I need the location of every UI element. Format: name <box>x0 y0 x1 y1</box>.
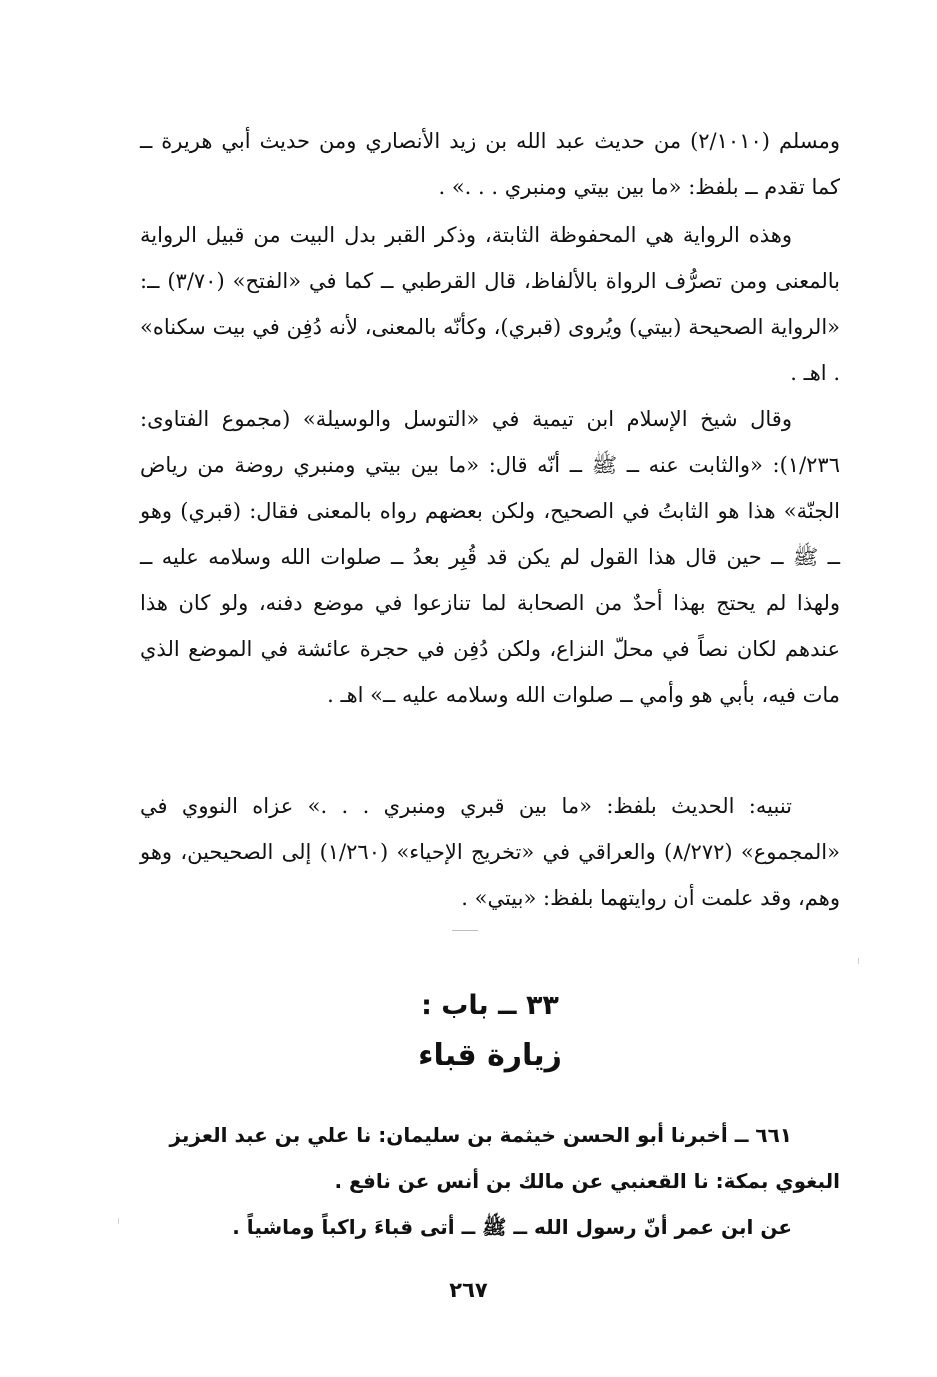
section-divider <box>452 930 478 931</box>
hadith-isnad-text: ٦٦١ ــ أخبرنا أبو الحسن خيثمة بن سليمان: نا علي بن عبد العزيز البغوي بمكة: نا القعنبي عن مالك بن أنس عن نافع . <box>169 1123 840 1193</box>
chapter-number: ٣٣ ــ باب : <box>421 990 559 1021</box>
paragraph-tanbeeh: تنبيه: الحديث بلفظ: «ما بين قبري ومنبري . . .» عزاه النووي في «المجموع» (٨/٢٧٢) والعراقي في «تخريج الإحياء» (١/٢٦٠) إلى الصحيحين، وهو وهم، وقد علمت أن روايتهما بلفظ: «بيتي» . <box>140 794 840 910</box>
margin-speck <box>858 958 859 964</box>
page-number: ٢٦٧ <box>449 1278 488 1302</box>
paragraph-muslim-reference: ومسلم (٢/١٠١٠) من حديث عبد الله بن زيد الأنصاري ومن حديث أبي هريرة ــ كما تقدم ــ بلفظ: «ما بين بيتي ومنبري . . .» . <box>140 129 841 199</box>
hadith-matn <box>140 1204 840 1250</box>
margin-speck <box>118 1218 119 1224</box>
commentary-block <box>140 212 840 718</box>
hadith-matn-text: عن ابن عمر أنّ رسول الله ــ ﷺ ــ أتى قباءَ راكباً وماشياً . <box>232 1215 792 1239</box>
hadith-isnad <box>140 1112 840 1204</box>
footnote-continuation <box>140 118 840 210</box>
paragraph-riwaya: وهذه الرواية هي المحفوظة الثابتة، وذكر القبر بدل البيت من قبيل الرواية بالمعنى ومن تصرُّف الرواة بالألفاظ، قال القرطبي ــ كما في «الفتح» (٣/٧٠) ــ: «الرواية الصحيحة (بيتي) ويُروى (قبري)، وكأنّه بالمعنى، لأنه دُفِن في بيت سكناه» . اهـ . <box>140 223 840 385</box>
paragraph-ibn-taymiyya: وقال شيخ الإسلام ابن تيمية في «التوسل والوسيلة» (مجموع الفتاوى: ١/٢٣٦): «والثابت عنه ــ ﷺ ــ أنّه قال: «ما بين بيتي ومنبري روضة من رياض الجنّة» هذا هو الثابتُ في الصحيح، ولكن بعضهم رواه بالمعنى فقال: (قبري) وهو ــ ﷺ ــ حين قال هذا القول لم يكن قد قُبِر بعدُ ــ صلوات الله وسلامه عليه ــ ولهذا لم يحتج بهذا أحدٌ من الصحابة لما تنازعوا في موضع دفنه، ولو كان هذا عندهم لكان نصاً في محلّ النزاع، ولكن دُفِن في حجرة عائشة في الموضع الذي مات فيه، بأبي هو وأمي ــ صلوات الله وسلامه عليه ــ» اهـ . <box>140 407 840 707</box>
tanbeeh-block <box>140 783 840 921</box>
chapter-title: زيارة قباء <box>418 1038 562 1073</box>
